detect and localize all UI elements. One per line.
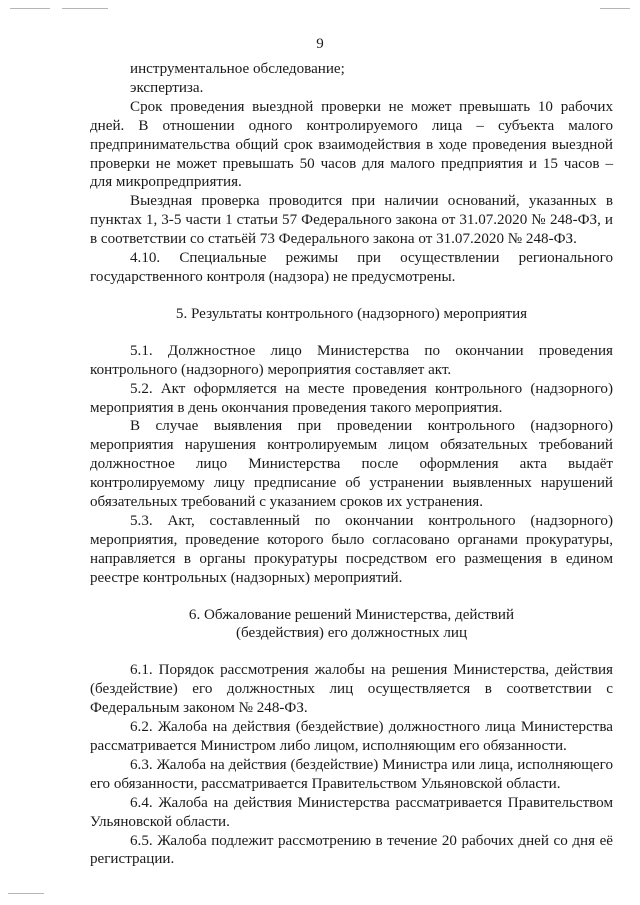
section-heading: 5. Результаты контрольного (надзорного) мероприятия xyxy=(175,305,528,322)
scan-artifact xyxy=(62,8,108,9)
scan-artifact xyxy=(10,8,50,9)
paragraph: 5.1. Должностное лицо Министерства по окончании проведения контрольного (надзорного) мероприятия составляет акт. xyxy=(90,342,613,378)
paragraph: В случае выявления при проведении контрольного (надзорного) мероприятия нарушения контролируемым лицом обязательных требований должностное лицо Министерства после оформления акта выдаёт контролируемому лицу предписание об устранении выявленных нарушений обязательных требований с указанием сроков их устранения. xyxy=(90,418,613,511)
paragraph: 6.5. Жалоба подлежит рассмотрению в течение 20 рабочих дней со дня её регистрации. xyxy=(90,832,613,868)
paragraph: 5.2. Акт оформляется на месте проведения контрольного (надзорного) мероприятия в день окончания проведения такого мероприятия. xyxy=(90,380,613,416)
paragraph: 6.4. Жалоба на действия Министерства рассматривается Правительством Ульяновской области. xyxy=(90,794,613,830)
scan-artifact xyxy=(600,8,630,9)
list-item: инструментальное обследование; xyxy=(130,61,345,77)
page-number: 9 xyxy=(316,36,324,52)
paragraph: 4.10. Специальные режимы при осуществлении регионального государственного контроля (надзора) не предусмотрены. xyxy=(90,250,613,285)
section-heading: 6. Обжалование решений Министерства, действий xyxy=(188,606,515,623)
paragraph: 6.3. Жалоба на действия (бездействие) Министра или лица, исполняющего его обязанности, рассматривается Правительством Ульяновской области. xyxy=(90,756,613,792)
section-heading: (бездействия) его должностных лиц xyxy=(235,625,468,642)
paragraph: 5.3. Акт, составленный по окончании контрольного (надзорного) мероприятия, проведение которого было согласовано органами прокуратуры, направляется в органы прокуратуры посредством его размещения в едином реестре контрольных (надзорных) мероприятий. xyxy=(90,512,613,586)
document-body xyxy=(90,60,613,869)
scan-artifact xyxy=(8,893,44,894)
paragraph: Выездная проверка проводится при наличии оснований, указанных в пунктах 1, 3-5 части 1 статьи 57 Федерального закона от 31.07.2020 № 248-ФЗ, и в соответствии со статьёй 73 Федерального закона от 31.07.2020 № 248-ФЗ. xyxy=(90,193,613,248)
list-item: экспертиза. xyxy=(130,79,204,96)
paragraph: Срок проведения выездной проверки не может превышать 10 рабочих дней. В отношении одного контролируемого лица – субъекта малого предпринимательства общий срок взаимодействия в ходе проведения выездной проверки не может превышать 50 часов для малого предприятия и 15 часов – для микропредприятия. xyxy=(90,98,613,191)
paragraph: 6.1. Порядок рассмотрения жалобы на решения Министерства, действия (бездействие) его должностных лиц осуществляется в соответствии с Федеральным законом № 248-ФЗ. xyxy=(90,662,613,717)
paragraph: 6.2. Жалоба на действия (бездействие) должностного лица Министерства рассматривается Министром либо лицом, исполняющим его обязанности. xyxy=(90,719,613,754)
